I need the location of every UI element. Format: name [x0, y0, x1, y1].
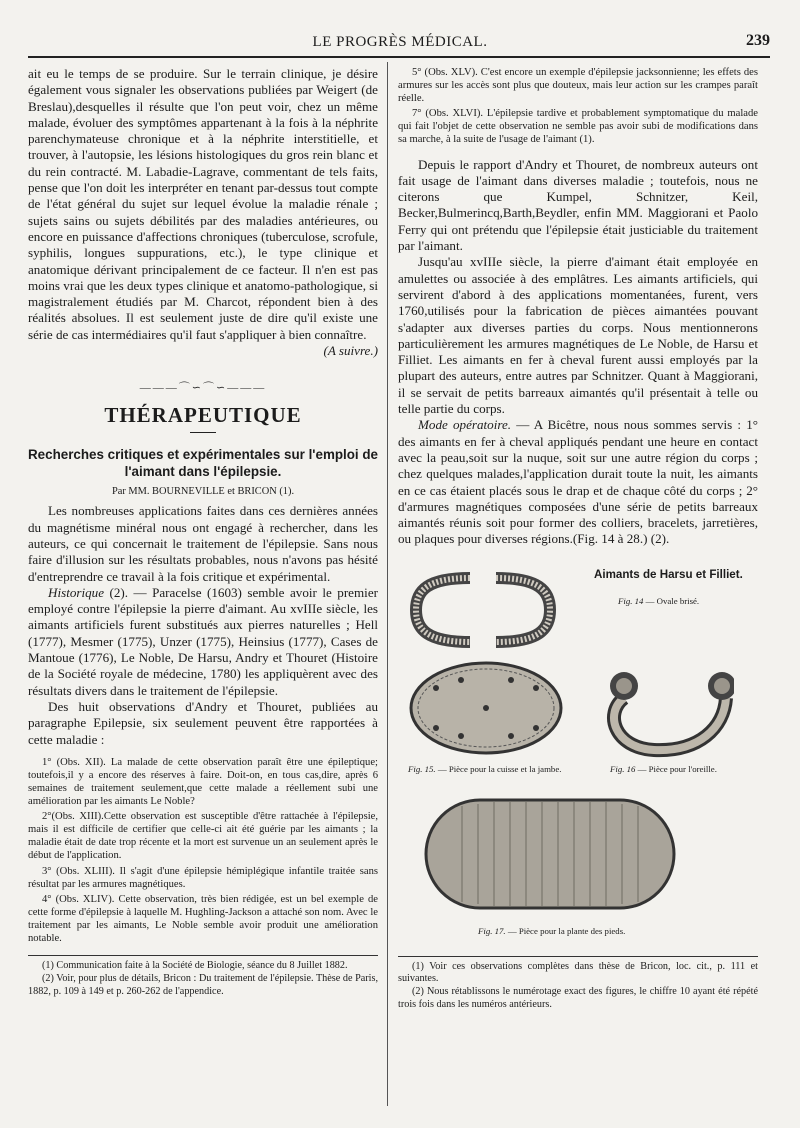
fig14-number: Fig. 14	[618, 595, 644, 606]
page-header	[0, 30, 800, 54]
fig16-caption	[610, 764, 717, 775]
fig15-text: — Pièce pour la cuisse et la jambe.	[435, 763, 562, 774]
footnote-rule	[28, 955, 378, 956]
fig14-text: — Ovale brisé.	[643, 595, 700, 606]
fig17-number: Fig. 17.	[478, 925, 506, 936]
byline: Par MM. BOURNEVILLE et BRICON (1).	[111, 486, 295, 498]
fig17-sole-piece-illustration	[422, 796, 678, 912]
footnote-2: (2) Voir, pour plus de détails, Bricon : Du traitement de l'épilepsie. Thèse de Paris, 1882, p. 109 à 149 et p. 260-262 de l'appendice.	[28, 972, 378, 997]
fig15-caption	[408, 764, 578, 775]
observation-4: 4° (Obs. XLIV). Cette observation, très bien rédigée, est un bel exemple de cette forme d'épilepsie à laquelle M. Hughling-Jackson a attaché son nom. Avec le traitement par les aimants, Le Noble semble avoir produit une amélioration notable.	[28, 893, 378, 945]
figure-heading: Aimants de Harsu et Filliet.	[594, 567, 743, 581]
fig14-broken-oval-illustration	[408, 570, 558, 650]
footnote-1: (1) Communication faite à la Société de Biologie, séance du 8 Juillet 1882.	[42, 960, 348, 972]
method-label: Mode opératoire.	[418, 417, 512, 433]
footnote-right-2: (2) Nous rétablissons le numérotage exact des figures, le chiffre 10 ayant été répété trois fois dans les numéros antérieurs.	[398, 986, 758, 1011]
fig16-text: — Pièce pour l'oreille.	[635, 763, 717, 774]
footnote-right-1: (1) Voir ces observations complètes dans thèse de Bricon, loc. cit., p. 111 et suivantes.	[398, 960, 758, 985]
column-divider	[387, 62, 388, 1106]
article-title: Recherches critiques et expérimentales sur l'emploi de l'aimant dans l'épilepsie.	[28, 447, 378, 479]
history-paragraph: Jusqu'au xvIIIe siècle, la pierre d'aimant était employée en amulettes ou associée à des emplâtres. Les aimants artificiels, qui servirent d'abord à des applications momentanées, furent, vers 1760,utilisés pour la fabrication de pièces aimantées pouvant s'adapter aux diverses parties du corps. Nous mentionnerons particulièrement les armures magnétiques de Le Noble, de Harsu et Filliet. Les aimants en fer à cheval furent aussi employés par la plupart des auteurs, entre autres par Schnitzer. Quant à Maggiorani, il se servait de petits barreaux aimantés qu'il présentait à telle ou telle partie du corps.	[398, 254, 758, 417]
historique-text: (2). — Paracelse (1603) semble avoir le premier employé contre l'épilepsie la pierre d'aimant. Au xvIIIe siècle, les aimants artificiels furent substitués aux pierres naturelles ; Hell (1777), Mesmer (1775), Unzer (1775), Heinsius (1777), Cases de Mantoue (1776), Le Noble, De Harsu, Andry et Thouret (Histoire de la Société royale de médecine, 1780) les appliquèrent avec des résultats divers dans le traitement de l'épilepsie.	[28, 584, 378, 698]
method-paragraph	[398, 417, 758, 547]
observation-2: 2°(Obs. XIII).Cette observation est susceptible d'être rattachée à l'épilepsie, mais il est difficile de certifier que celle-ci ait été guérie par les aimants ; la maladie était de date trop récente et la mort est survenue un an seulement après le début de l'application.	[28, 811, 378, 862]
observation-3: 3° (Obs. XLIII). Il s'agit d'une épilepsie hémiplégique infantile traitée sans résultat par les armures magnétiques.	[28, 865, 378, 890]
fig14-caption	[618, 596, 699, 607]
ornament-divider: ———⌒∽⌒∽———	[139, 382, 267, 395]
running-title: LE PROGRÈS MÉDICAL.	[312, 34, 488, 50]
to-be-continued: (A suivre.)	[323, 343, 378, 359]
historique-label: Historique	[48, 584, 105, 600]
observation-5: 5° (Obs. XLV). C'est encore un exemple d'épilepsie jacksonnienne; les effets des armures sur les accès sont plus que douteux, mais leur action sur les crampes paraît réelle.	[398, 67, 758, 105]
observation-7: 7° (Obs. XLVI). L'épilepsie tardive et probablement symptomatique du malade qui fait l'objet de cette observation ne semble pas avoir subi de modifications dans sa marche, à la suite de l'usage de l'aimant (1).	[398, 108, 758, 146]
paragraph-continuation: ait eu le temps de se produire. Sur le terrain clinique, je désire également vous signaler les observations publiées par Weigert (de Breslau),desquelles il résulte que l'on peut voir, chez un même malade, évoluer des symptômes appartenant à la fois à la néphrite parenchymateuse chronique et à la néphrite interstitielle, et trouver, à l'autopsie, les lésions histologiques du gros rein blanc et du rein contracté. M. Labadie-Lagrave, commentant de tels faits, pense que l'on doit les interpréter en tenant par-dessus tout compte de l'état général du sujet sur lequel évolue la maladie rénale ; sujets sains ou sujets débilités par des maladies antérieures, ou encore en puissance d'affections chroniques (tuberculose, scrofule, syphilis, longues suppurations, etc.), le type clinique et anatomique dérivant principalement de ce facteur. Il n'en est pas moins vrai que les deux types clinique et anatomo-pathologique, si magistralement étudiés par M. Charcot, répondent bien à des réalités absolues. Il est seulement juste de dire qu'il existe une série de cas intermédiaires qu'il faut s'appliquer à bien connaître.	[28, 66, 378, 342]
title-rule	[190, 432, 216, 433]
header-rule	[28, 56, 770, 58]
observations-intro: Des huit observations d'Andry et Thouret, publiées au paragraphe Epilepsie, six seulement peuvent être rapportées à cette maladie :	[28, 698, 378, 747]
fig15-plate-illustration	[406, 658, 566, 758]
footnote-rule-right	[398, 956, 758, 957]
section-title: THÉRAPEUTIQUE	[104, 403, 302, 428]
fig16-number: Fig. 16	[610, 763, 636, 774]
left-column	[28, 66, 378, 999]
figure-plate	[398, 562, 758, 954]
fig17-caption	[478, 926, 625, 937]
method-text: — A Bicêtre, nous nous sommes servis : 1° des aimants en fer à cheval appliqués pendant une heure en contact avec la peau,soit sur la nuque, soit sur une autre région du corps ; chez quelques malades,l'application durait toute la nuit, les aimants en ce cas étaient placés sous le drap et de chaque côté du corps ; 2° d'armures magnétiques composées d'une série de petits barreaux aimantés réunis soit pour former des colliers, bracelets, jarretières, ou plaques pour diverses régions.(Fig. 14 à 28.) (2).	[398, 417, 758, 547]
intro-paragraph: Les nombreuses applications faites dans ces dernières années du magnétisme minéral nous ont engagé à rechercher, dans les auteurs, ce qui concernait le traitement de l'épilepsie. Sans nous faire d'illusion sur les résultats probables, nous n'avons pas hésité d'entreprendre ce travail à la fois critique et expérimental.	[28, 503, 378, 584]
fig15-number: Fig. 15.	[408, 763, 436, 774]
observation-1: 1° (Obs. XII). La malade de cette observation paraît être une épileptique; toutefois,il y a encore des réserves à faire. Doit-on, en tous cas,dire, après 6 semaines de traitement seulement,que cette malade a réellement subi une amélioration par les aimants Le Noble?	[28, 756, 378, 808]
authors-paragraph: Depuis le rapport d'Andry et Thouret, de nombreux auteurs ont fait usage de l'aimant dans diverses maladie ; toutefois, nous ne citerons que Kumpel, Schnitzer, Keil, Becker,Bulmerincq,Barth,Beydler, enfin MM. Maggiorani et Paolo Ferry qui ont prétendu que l'épilepsie était justiciable du traitement par l'aimant.	[398, 156, 758, 254]
right-column	[398, 66, 758, 1012]
historique-paragraph	[28, 585, 378, 699]
fig16-ear-piece-illustration	[594, 658, 734, 758]
page-number: 239	[746, 32, 770, 49]
fig17-text: — Pièce pour la plante des pieds.	[505, 925, 626, 936]
